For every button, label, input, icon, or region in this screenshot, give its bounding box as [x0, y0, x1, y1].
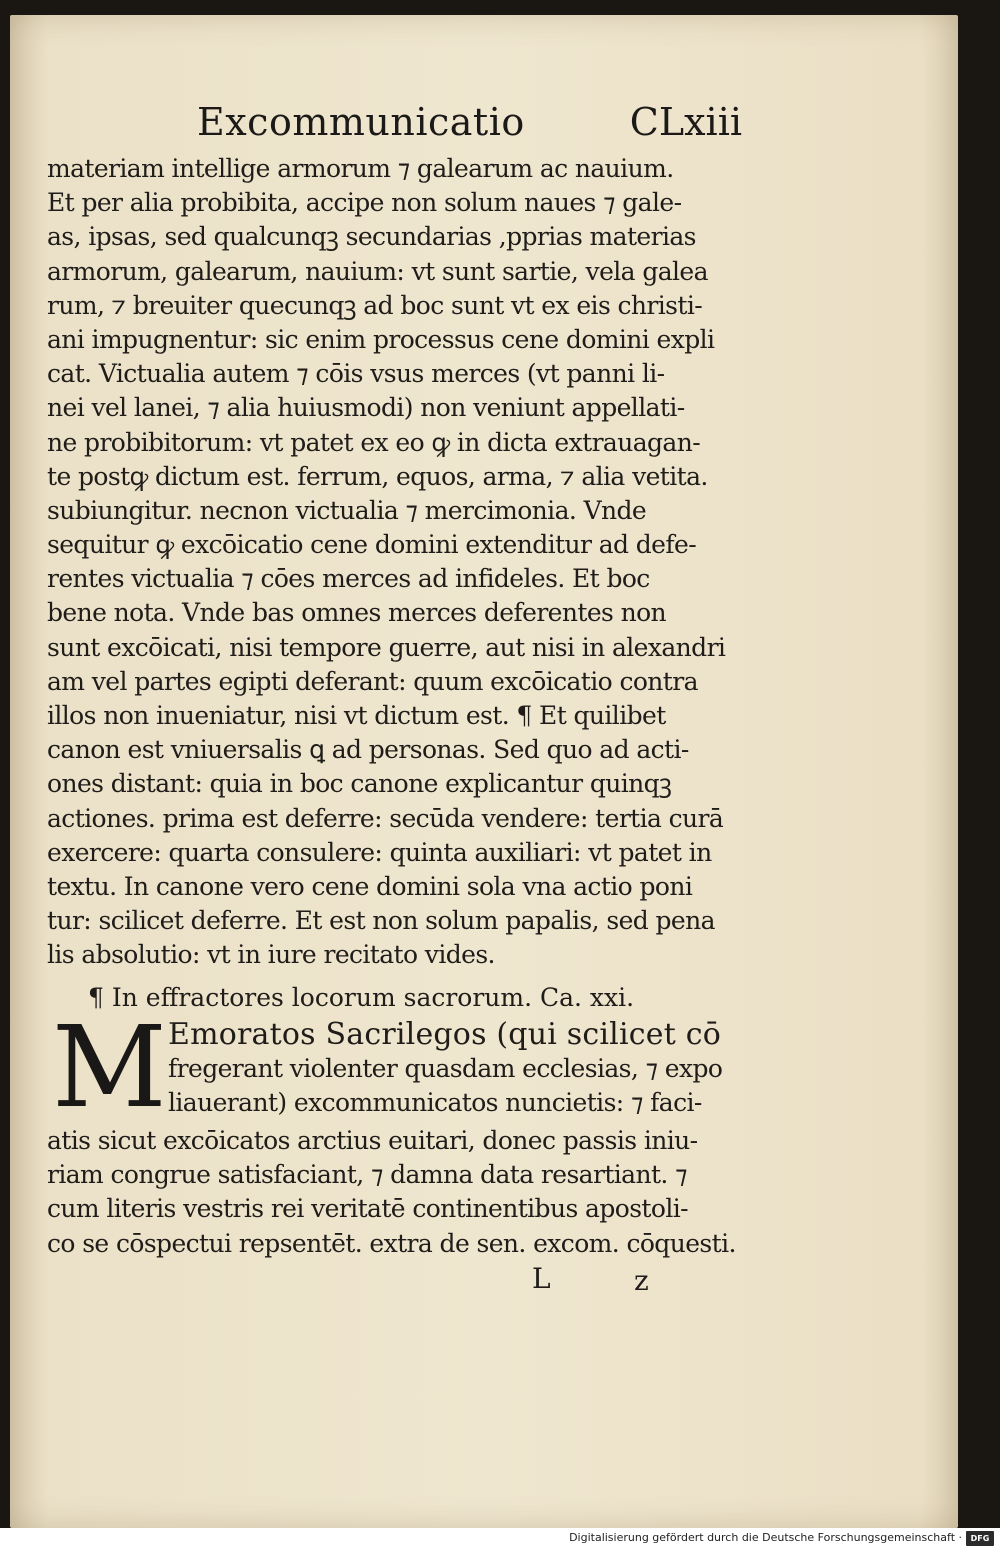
- text-line: rum, ⁊ breuiter quecunqꝫ ad boc sunt vt ex eis christi-: [47, 290, 703, 320]
- text-line: nei vel lanei, ⁊ alia huiusmodi) non veniunt appellati-: [47, 393, 685, 423]
- dfg-logo: DFG: [966, 1531, 994, 1546]
- text-line: materiam intellige armorum ⁊ galearum ac nauium.: [47, 154, 674, 183]
- initial-text-block: [168, 1018, 753, 1121]
- text-line: Emoratos Sacrilegos (qui scilicet cō: [168, 1018, 721, 1052]
- text-line: lis absolutio: vt in iure recitato vides.: [47, 940, 495, 970]
- text-line: fregerant violenter quasdam ecclesias, ⁊ expo: [168, 1054, 723, 1084]
- text-line: am vel partes egipti deferant: quum excōicatio contra: [47, 666, 698, 696]
- text-line: liauerant) excommunicatos nuncietis: ⁊ faci-: [168, 1088, 702, 1118]
- signature-number: z: [634, 1264, 649, 1297]
- text-line: ani impugnentur: sic enim processus cene domini expli: [47, 324, 715, 354]
- digitization-credit: Digitalisierung gefördert durch die Deutsche Forschungsgemeinschaft ·: [569, 1531, 962, 1544]
- signature-mark: [532, 1262, 662, 1298]
- text-line: armorum, galearum, nauium: vt sunt sartie, vela galea: [47, 256, 708, 286]
- closing-text-block: [47, 1124, 755, 1261]
- text-line: Et per alia probibita, accipe non solum naues ⁊ gale-: [47, 188, 682, 218]
- signature-letter: L: [532, 1262, 551, 1295]
- text-line: atis sicut excōicatos arctius euitari, donec passis iniu-: [47, 1126, 698, 1155]
- text-line: sunt excōicati, nisi tempore guerre, aut nisi in alexandri: [47, 632, 726, 662]
- folio-number: CLxiii: [629, 100, 742, 144]
- text-line: actiones. prima est deferre: secūda vendere: tertia curā: [47, 803, 724, 833]
- main-text-block: [47, 152, 747, 973]
- text-line: subiungitur. necnon victualia ⁊ mercimonia. Vnde: [47, 495, 647, 525]
- drop-cap-initial: M: [52, 1003, 167, 1133]
- text-line: textu. In canone vero cene domini sola vna actio poni: [47, 871, 693, 901]
- text-line: canon est vniuersalis ꝗ ad personas. Sed quo ad acti-: [47, 735, 689, 765]
- text-line: illos non inueniatur, nisi vt dictum est. ¶ Et quilibet: [47, 701, 666, 730]
- text-line: cat. Victualia autem ⁊ cōis vsus merces (vt panni li-: [47, 359, 665, 389]
- text-line: te postꝙ dictum est. ferrum, equos, arma, ⁊ alia vetita.: [47, 461, 708, 491]
- text-line: bene nota. Vnde bas omnes merces deferentes non: [47, 598, 667, 628]
- text-line: sequitur ꝙ excōicatio cene domini extenditur ad defe-: [47, 530, 697, 560]
- text-line: cum literis vestris rei veritatē continentibus apostoli-: [47, 1194, 688, 1224]
- footer-bar: [0, 1528, 1000, 1549]
- text-line: ones distant: quia in boc canone explicantur quinqꝫ: [47, 769, 672, 799]
- text-line: tur: scilicet deferre. Et est non solum papalis, sed pena: [47, 906, 715, 936]
- text-line: riam congrue satisfaciant, ⁊ damna data resartiant. ⁊: [47, 1160, 687, 1190]
- text-line: co se cōspectui repsentēt. extra de sen. excom. cōquesti.: [47, 1228, 736, 1258]
- text-line: exercere: quarta consulere: quinta auxiliari: vt patet in: [47, 837, 712, 867]
- text-line: ne probibitorum: vt patet ex eo ꝙ in dicta extrauagan-: [47, 427, 701, 457]
- running-title: Excommunicatio: [197, 100, 525, 144]
- running-header: [197, 100, 742, 150]
- text-line: as, ipsas, sed qualcunqꝫ secundarias ,pprias materias: [47, 222, 696, 252]
- text-line: rentes victualia ⁊ cōes merces ad infideles. Et boc: [47, 564, 650, 594]
- chapter-heading: ¶ In effractores locorum sacrorum. Ca. xxi.: [88, 983, 635, 1012]
